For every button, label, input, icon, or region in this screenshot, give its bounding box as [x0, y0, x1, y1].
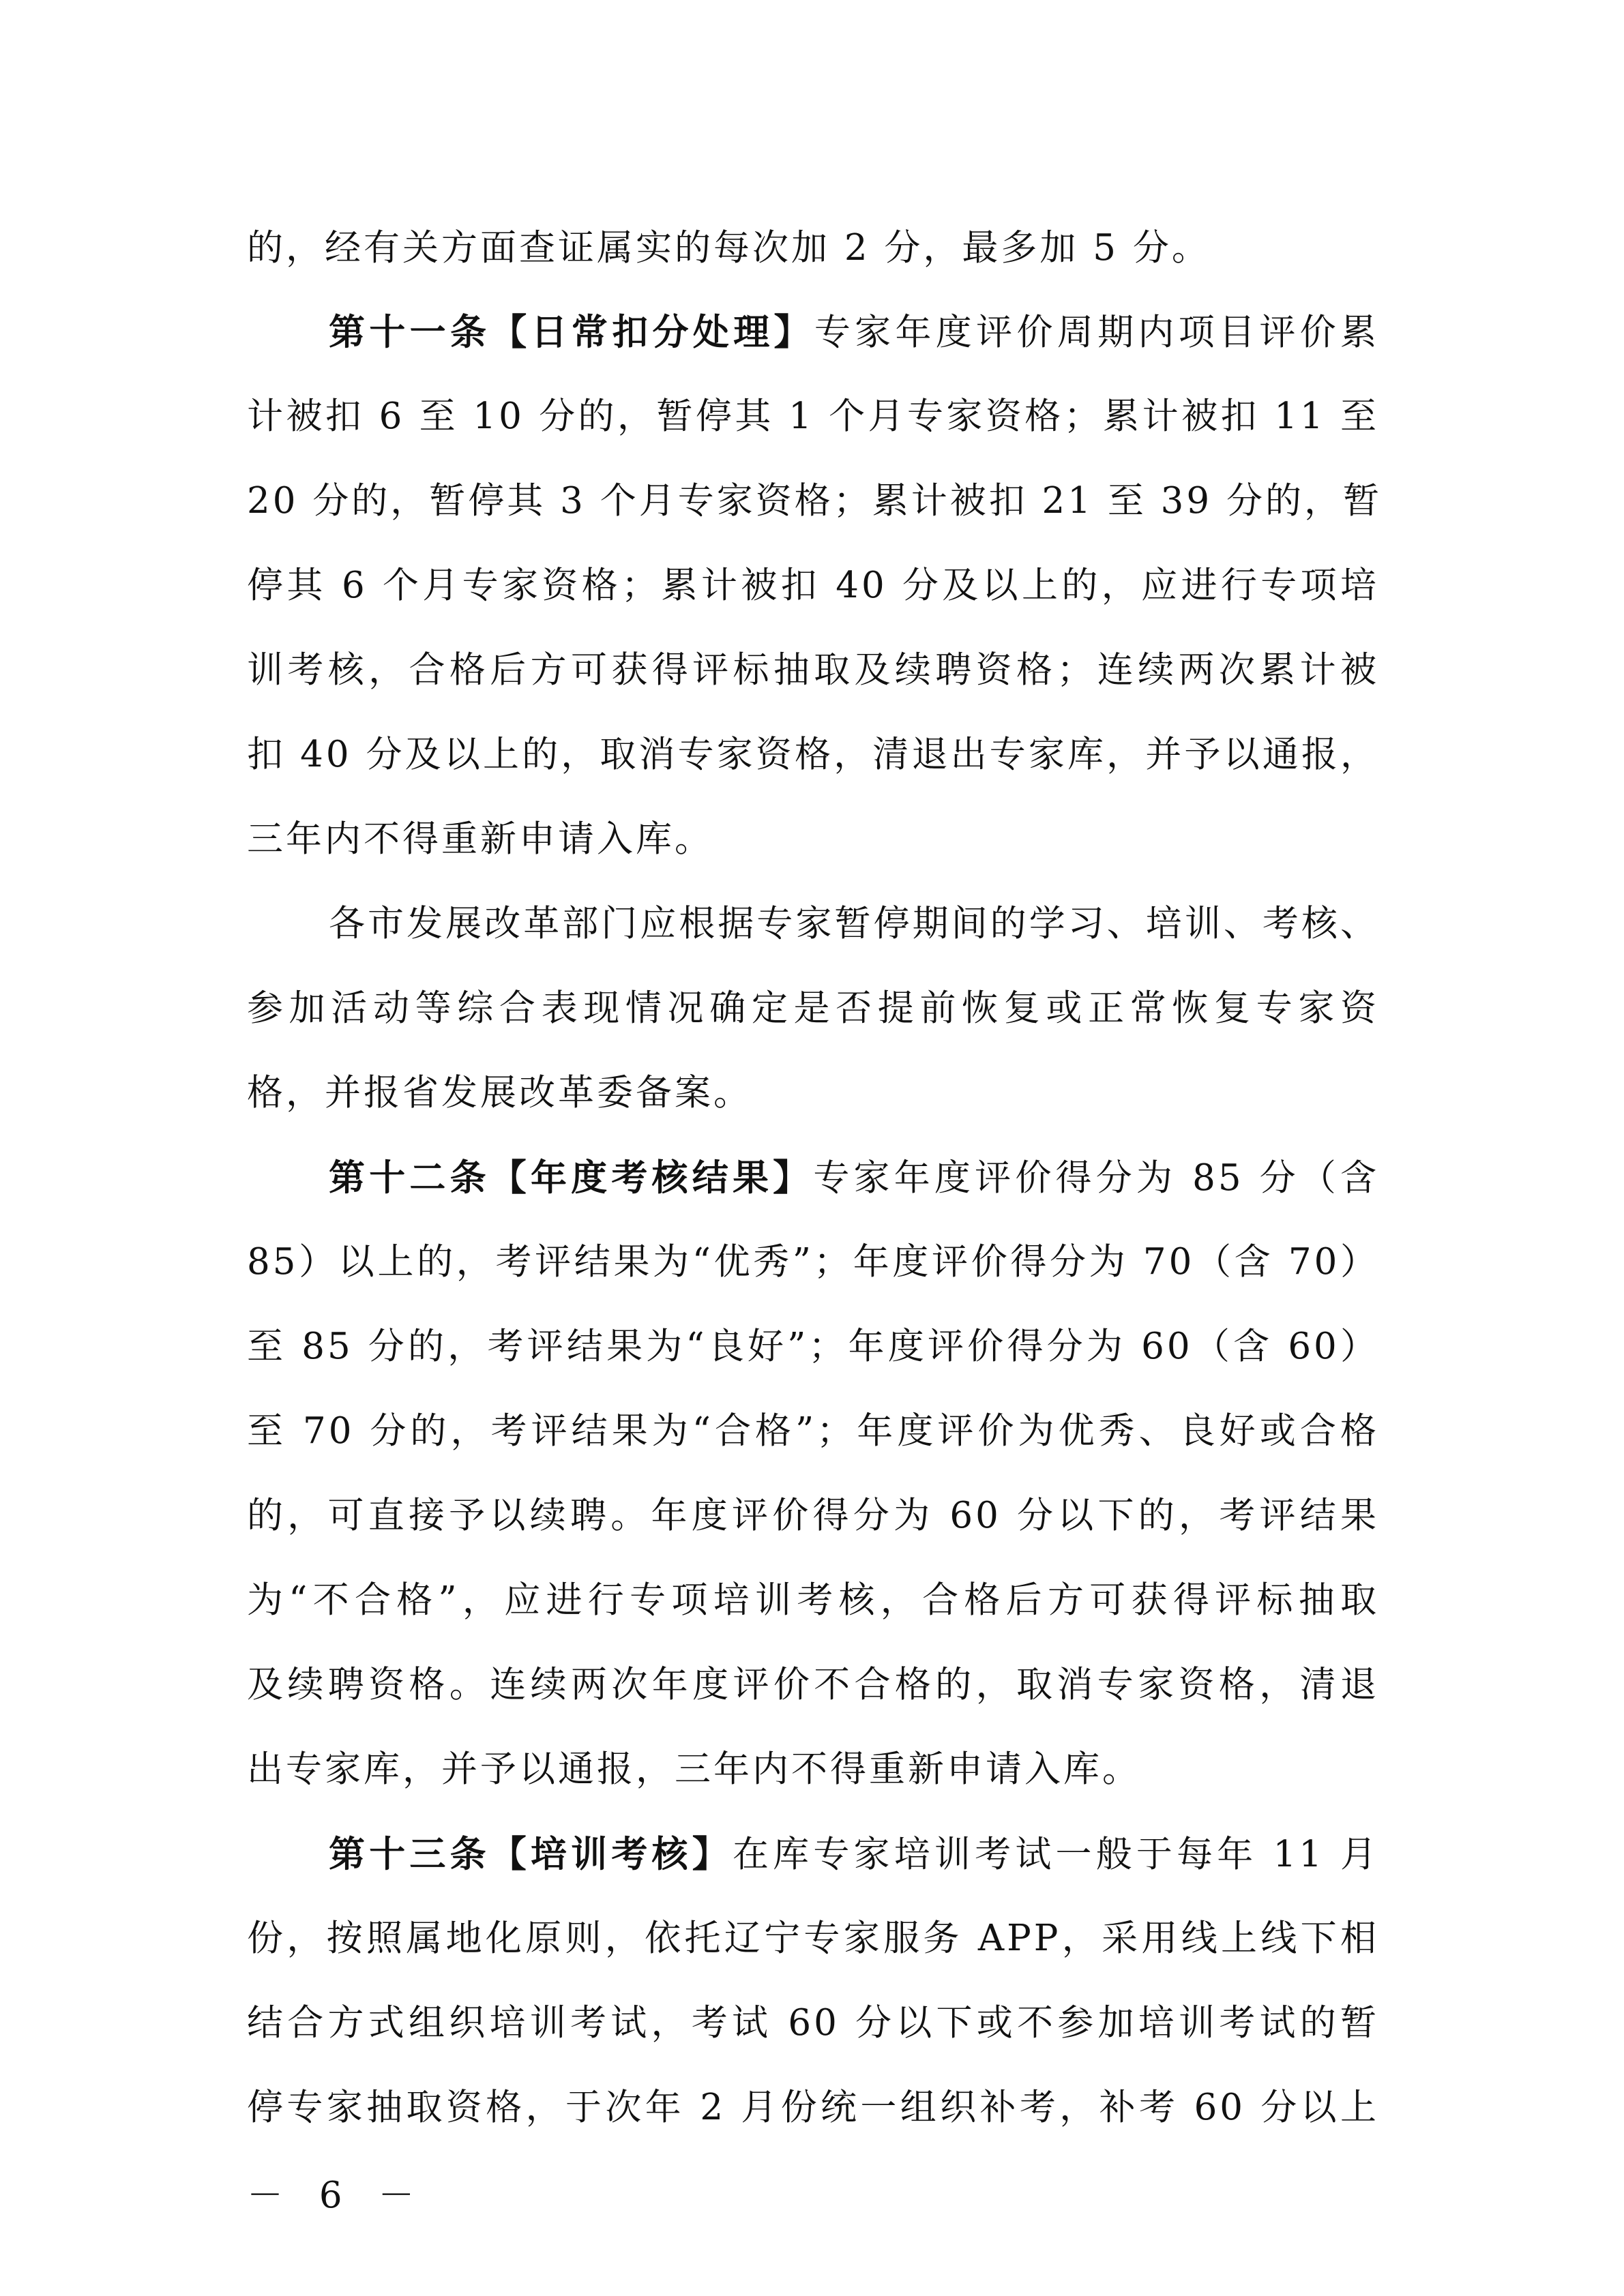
article-title: 第十三条【培训考核】: [329, 1833, 733, 1875]
text-line: 训考核，合格后方可获得评标抽取及续聘资格；连续两次累计被: [247, 649, 1379, 691]
text-line: 85）以上的，考评结果为“优秀”；年度评价得分为 70（含 70）: [247, 1241, 1379, 1283]
text-line: 及续聘资格。连续两次年度评价不合格的，取消专家资格，清退: [247, 1664, 1379, 1705]
article-title: 第十二条【年度考核结果】: [329, 1157, 814, 1199]
text-line: 的，可直接予以续聘。年度评价得分为 60 分以下的，考评结果: [247, 1495, 1379, 1536]
text-line: 出专家库，并予以通报，三年内不得重新申请入库。: [247, 1748, 1141, 1790]
text-line: 至 70 分的，考评结果为“合格”；年度评价为优秀、良好或合格: [247, 1410, 1379, 1452]
paragraph-first-line: 各市发展改革部门应根据专家暂停期间的学习、培训、考核、: [329, 903, 1379, 944]
text-line: 停专家抽取资格，于次年 2 月份统一组织补考，补考 60 分以上: [247, 2087, 1379, 2128]
text-line: 结合方式组织培训考试，考试 60 分以下或不参加培训考试的暂: [247, 2002, 1379, 2044]
text-line: 的，经有关方面查证属实的每次加 2 分，最多加 5 分。: [247, 227, 1211, 269]
article-title: 第十一条【日常扣分处理】: [329, 311, 814, 353]
text-line: 格，并报省发展改革委备案。: [247, 1072, 752, 1114]
text-line: 计被扣 6 至 10 分的，暂停其 1 个月专家资格；累计被扣 11 至: [247, 396, 1379, 437]
text-line: 至 85 分的，考评结果为“良好”；年度评价得分为 60（含 60）: [247, 1326, 1379, 1367]
text-line: 为“不合格”，应进行专项培训考核，合格后方可获得评标抽取: [247, 1579, 1379, 1621]
text-line: 参加活动等综合表现情况确定是否提前恢复或正常恢复专家资: [247, 987, 1379, 1029]
text-line: 20 分的，暂停其 3 个月专家资格；累计被扣 21 至 39 分的，暂: [247, 480, 1382, 522]
text-line: 停其 6 个月专家资格；累计被扣 40 分及以上的，应进行专项培: [247, 565, 1379, 606]
page-number: － 6 －: [247, 2175, 427, 2216]
article-13-heading-line: 第十三条【培训考核】在库专家培训考试一般于每年 11 月: [329, 1833, 1380, 1875]
text-line: 扣 40 分及以上的，取消专家资格，清退出专家库，并予以通报，: [247, 734, 1379, 775]
article-12-heading-line: 第十二条【年度考核结果】专家年度评价得分为 85 分（含: [329, 1157, 1380, 1199]
text-line: 份，按照属地化原则，依托辽宁专家服务 APP，采用线上线下相: [247, 1918, 1379, 1959]
article-11-heading-line: 第十一条【日常扣分处理】专家年度评价周期内项目评价累: [329, 311, 1380, 353]
text-line: 三年内不得重新申请入库。: [247, 818, 713, 860]
